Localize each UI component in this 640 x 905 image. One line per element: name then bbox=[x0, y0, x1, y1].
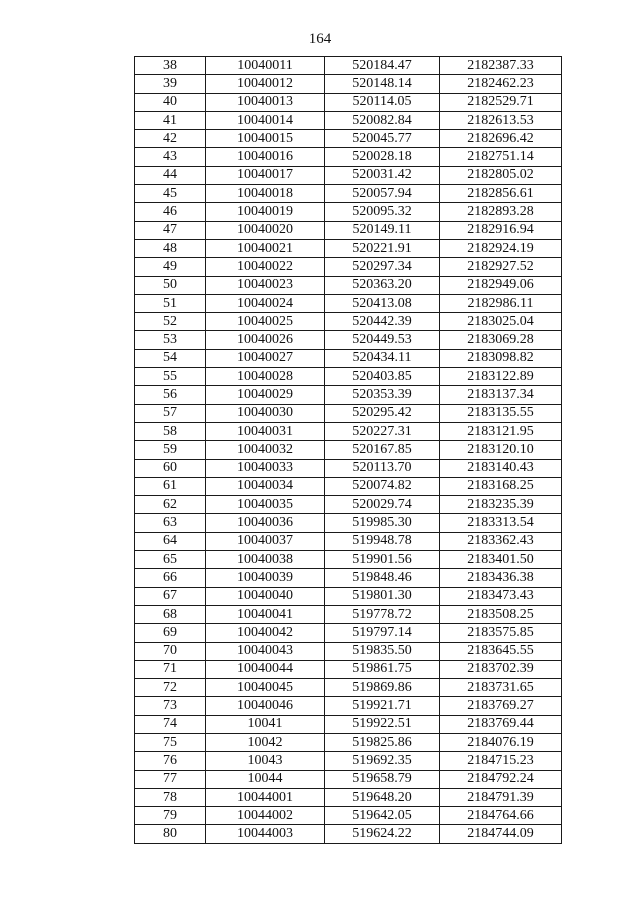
table-row bbox=[135, 459, 562, 477]
row-index-cell: 45 bbox=[135, 185, 206, 203]
y-coordinate-cell: 2182387.33 bbox=[440, 57, 562, 75]
y-coordinate-cell: 2183313.54 bbox=[440, 514, 562, 532]
y-coordinate-cell: 2183731.65 bbox=[440, 679, 562, 697]
x-coordinate-cell: 519948.78 bbox=[325, 532, 440, 550]
row-index-cell: 70 bbox=[135, 642, 206, 660]
row-index-cell: 52 bbox=[135, 313, 206, 331]
point-id-cell: 10040037 bbox=[206, 532, 325, 550]
row-index-cell: 65 bbox=[135, 551, 206, 569]
table-row bbox=[135, 93, 562, 111]
x-coordinate-cell: 520029.74 bbox=[325, 496, 440, 514]
row-index-cell: 43 bbox=[135, 148, 206, 166]
x-coordinate-cell: 520095.32 bbox=[325, 203, 440, 221]
point-id-cell: 10040032 bbox=[206, 441, 325, 459]
table-row bbox=[135, 404, 562, 422]
row-index-cell: 49 bbox=[135, 258, 206, 276]
row-index-cell: 62 bbox=[135, 496, 206, 514]
point-id-cell: 10040038 bbox=[206, 551, 325, 569]
point-id-cell: 10040019 bbox=[206, 203, 325, 221]
table-row bbox=[135, 349, 562, 367]
table-row bbox=[135, 679, 562, 697]
point-id-cell: 10040033 bbox=[206, 459, 325, 477]
row-index-cell: 64 bbox=[135, 532, 206, 550]
row-index-cell: 80 bbox=[135, 825, 206, 843]
table-row bbox=[135, 331, 562, 349]
y-coordinate-cell: 2183235.39 bbox=[440, 496, 562, 514]
y-coordinate-cell: 2184764.66 bbox=[440, 807, 562, 825]
point-id-cell: 10040036 bbox=[206, 514, 325, 532]
table-row bbox=[135, 569, 562, 587]
row-index-cell: 77 bbox=[135, 770, 206, 788]
y-coordinate-cell: 2183069.28 bbox=[440, 331, 562, 349]
x-coordinate-cell: 520114.05 bbox=[325, 93, 440, 111]
point-id-cell: 10040021 bbox=[206, 239, 325, 257]
row-index-cell: 78 bbox=[135, 788, 206, 806]
point-id-cell: 10040012 bbox=[206, 75, 325, 93]
point-id-cell: 10044 bbox=[206, 770, 325, 788]
row-index-cell: 63 bbox=[135, 514, 206, 532]
table-row bbox=[135, 715, 562, 733]
x-coordinate-cell: 520227.31 bbox=[325, 422, 440, 440]
x-coordinate-cell: 520031.42 bbox=[325, 166, 440, 184]
x-coordinate-cell: 519648.20 bbox=[325, 788, 440, 806]
row-index-cell: 54 bbox=[135, 349, 206, 367]
y-coordinate-cell: 2184791.39 bbox=[440, 788, 562, 806]
point-id-cell: 10040013 bbox=[206, 93, 325, 111]
point-id-cell: 10041 bbox=[206, 715, 325, 733]
table-row bbox=[135, 294, 562, 312]
row-index-cell: 48 bbox=[135, 239, 206, 257]
x-coordinate-cell: 519778.72 bbox=[325, 605, 440, 623]
y-coordinate-cell: 2183098.82 bbox=[440, 349, 562, 367]
row-index-cell: 57 bbox=[135, 404, 206, 422]
table-row bbox=[135, 313, 562, 331]
point-id-cell: 10040017 bbox=[206, 166, 325, 184]
row-index-cell: 51 bbox=[135, 294, 206, 312]
point-id-cell: 10040020 bbox=[206, 221, 325, 239]
table-row bbox=[135, 75, 562, 93]
x-coordinate-cell: 520434.11 bbox=[325, 349, 440, 367]
point-id-cell: 10040039 bbox=[206, 569, 325, 587]
point-id-cell: 10044003 bbox=[206, 825, 325, 843]
x-coordinate-cell: 520363.20 bbox=[325, 276, 440, 294]
row-index-cell: 50 bbox=[135, 276, 206, 294]
y-coordinate-cell: 2183645.55 bbox=[440, 642, 562, 660]
point-id-cell: 10040027 bbox=[206, 349, 325, 367]
point-id-cell: 10040041 bbox=[206, 605, 325, 623]
table-row bbox=[135, 660, 562, 678]
point-id-cell: 10040043 bbox=[206, 642, 325, 660]
point-id-cell: 10040031 bbox=[206, 422, 325, 440]
x-coordinate-cell: 520184.47 bbox=[325, 57, 440, 75]
x-coordinate-cell: 519922.51 bbox=[325, 715, 440, 733]
row-index-cell: 55 bbox=[135, 368, 206, 386]
coordinates-table-body bbox=[135, 57, 562, 844]
table-row bbox=[135, 166, 562, 184]
row-index-cell: 60 bbox=[135, 459, 206, 477]
x-coordinate-cell: 520113.70 bbox=[325, 459, 440, 477]
table-row bbox=[135, 532, 562, 550]
table-row bbox=[135, 258, 562, 276]
row-index-cell: 58 bbox=[135, 422, 206, 440]
y-coordinate-cell: 2183168.25 bbox=[440, 477, 562, 495]
y-coordinate-cell: 2182924.19 bbox=[440, 239, 562, 257]
x-coordinate-cell: 519642.05 bbox=[325, 807, 440, 825]
table-row bbox=[135, 752, 562, 770]
table-row bbox=[135, 386, 562, 404]
table-row bbox=[135, 239, 562, 257]
table-row bbox=[135, 130, 562, 148]
row-index-cell: 46 bbox=[135, 203, 206, 221]
x-coordinate-cell: 520149.11 bbox=[325, 221, 440, 239]
x-coordinate-cell: 519797.14 bbox=[325, 624, 440, 642]
row-index-cell: 61 bbox=[135, 477, 206, 495]
point-id-cell: 10040024 bbox=[206, 294, 325, 312]
y-coordinate-cell: 2182529.71 bbox=[440, 93, 562, 111]
y-coordinate-cell: 2183135.55 bbox=[440, 404, 562, 422]
point-id-cell: 10040026 bbox=[206, 331, 325, 349]
x-coordinate-cell: 519861.75 bbox=[325, 660, 440, 678]
row-index-cell: 47 bbox=[135, 221, 206, 239]
y-coordinate-cell: 2182696.42 bbox=[440, 130, 562, 148]
row-index-cell: 75 bbox=[135, 733, 206, 751]
table-row bbox=[135, 276, 562, 294]
row-index-cell: 68 bbox=[135, 605, 206, 623]
point-id-cell: 10040046 bbox=[206, 697, 325, 715]
x-coordinate-cell: 520442.39 bbox=[325, 313, 440, 331]
table-row bbox=[135, 368, 562, 386]
x-coordinate-cell: 519658.79 bbox=[325, 770, 440, 788]
row-index-cell: 40 bbox=[135, 93, 206, 111]
point-id-cell: 10044001 bbox=[206, 788, 325, 806]
y-coordinate-cell: 2182805.02 bbox=[440, 166, 562, 184]
y-coordinate-cell: 2183769.27 bbox=[440, 697, 562, 715]
y-coordinate-cell: 2183137.34 bbox=[440, 386, 562, 404]
y-coordinate-cell: 2184744.09 bbox=[440, 825, 562, 843]
x-coordinate-cell: 520295.42 bbox=[325, 404, 440, 422]
row-index-cell: 44 bbox=[135, 166, 206, 184]
x-coordinate-cell: 519835.50 bbox=[325, 642, 440, 660]
y-coordinate-cell: 2183769.44 bbox=[440, 715, 562, 733]
point-id-cell: 10040034 bbox=[206, 477, 325, 495]
table-row bbox=[135, 642, 562, 660]
x-coordinate-cell: 519869.86 bbox=[325, 679, 440, 697]
y-coordinate-cell: 2183120.10 bbox=[440, 441, 562, 459]
x-coordinate-cell: 520028.18 bbox=[325, 148, 440, 166]
x-coordinate-cell: 520148.14 bbox=[325, 75, 440, 93]
table-row bbox=[135, 624, 562, 642]
table-row bbox=[135, 185, 562, 203]
y-coordinate-cell: 2182927.52 bbox=[440, 258, 562, 276]
y-coordinate-cell: 2182916.94 bbox=[440, 221, 562, 239]
table-row bbox=[135, 733, 562, 751]
row-index-cell: 42 bbox=[135, 130, 206, 148]
point-id-cell: 10040035 bbox=[206, 496, 325, 514]
coordinates-table bbox=[134, 56, 562, 844]
point-id-cell: 10044002 bbox=[206, 807, 325, 825]
x-coordinate-cell: 520403.85 bbox=[325, 368, 440, 386]
y-coordinate-cell: 2183473.43 bbox=[440, 587, 562, 605]
y-coordinate-cell: 2182986.11 bbox=[440, 294, 562, 312]
point-id-cell: 10040011 bbox=[206, 57, 325, 75]
row-index-cell: 66 bbox=[135, 569, 206, 587]
table-row bbox=[135, 221, 562, 239]
point-id-cell: 10040018 bbox=[206, 185, 325, 203]
row-index-cell: 76 bbox=[135, 752, 206, 770]
point-id-cell: 10040030 bbox=[206, 404, 325, 422]
row-index-cell: 59 bbox=[135, 441, 206, 459]
row-index-cell: 38 bbox=[135, 57, 206, 75]
y-coordinate-cell: 2182613.53 bbox=[440, 111, 562, 129]
x-coordinate-cell: 520221.91 bbox=[325, 239, 440, 257]
y-coordinate-cell: 2183025.04 bbox=[440, 313, 562, 331]
x-coordinate-cell: 520074.82 bbox=[325, 477, 440, 495]
table-row bbox=[135, 551, 562, 569]
table-row bbox=[135, 825, 562, 843]
row-index-cell: 41 bbox=[135, 111, 206, 129]
row-index-cell: 71 bbox=[135, 660, 206, 678]
y-coordinate-cell: 2182893.28 bbox=[440, 203, 562, 221]
x-coordinate-cell: 519624.22 bbox=[325, 825, 440, 843]
table-row bbox=[135, 57, 562, 75]
row-index-cell: 72 bbox=[135, 679, 206, 697]
table-row bbox=[135, 111, 562, 129]
row-index-cell: 74 bbox=[135, 715, 206, 733]
y-coordinate-cell: 2183140.43 bbox=[440, 459, 562, 477]
table-row bbox=[135, 587, 562, 605]
row-index-cell: 69 bbox=[135, 624, 206, 642]
x-coordinate-cell: 520167.85 bbox=[325, 441, 440, 459]
table-row bbox=[135, 441, 562, 459]
point-id-cell: 10042 bbox=[206, 733, 325, 751]
y-coordinate-cell: 2184076.19 bbox=[440, 733, 562, 751]
y-coordinate-cell: 2183702.39 bbox=[440, 660, 562, 678]
table-row bbox=[135, 605, 562, 623]
y-coordinate-cell: 2182462.23 bbox=[440, 75, 562, 93]
table-row bbox=[135, 807, 562, 825]
table-row bbox=[135, 477, 562, 495]
table-row bbox=[135, 514, 562, 532]
y-coordinate-cell: 2184715.23 bbox=[440, 752, 562, 770]
point-id-cell: 10040014 bbox=[206, 111, 325, 129]
x-coordinate-cell: 520297.34 bbox=[325, 258, 440, 276]
x-coordinate-cell: 520449.53 bbox=[325, 331, 440, 349]
y-coordinate-cell: 2182856.61 bbox=[440, 185, 562, 203]
row-index-cell: 73 bbox=[135, 697, 206, 715]
point-id-cell: 10040023 bbox=[206, 276, 325, 294]
y-coordinate-cell: 2183122.89 bbox=[440, 368, 562, 386]
x-coordinate-cell: 520413.08 bbox=[325, 294, 440, 312]
point-id-cell: 10040015 bbox=[206, 130, 325, 148]
y-coordinate-cell: 2183401.50 bbox=[440, 551, 562, 569]
y-coordinate-cell: 2184792.24 bbox=[440, 770, 562, 788]
row-index-cell: 39 bbox=[135, 75, 206, 93]
y-coordinate-cell: 2183575.85 bbox=[440, 624, 562, 642]
x-coordinate-cell: 519848.46 bbox=[325, 569, 440, 587]
table-row bbox=[135, 422, 562, 440]
table-row bbox=[135, 496, 562, 514]
row-index-cell: 53 bbox=[135, 331, 206, 349]
x-coordinate-cell: 519825.86 bbox=[325, 733, 440, 751]
point-id-cell: 10043 bbox=[206, 752, 325, 770]
table-row bbox=[135, 788, 562, 806]
y-coordinate-cell: 2182751.14 bbox=[440, 148, 562, 166]
row-index-cell: 67 bbox=[135, 587, 206, 605]
y-coordinate-cell: 2183362.43 bbox=[440, 532, 562, 550]
x-coordinate-cell: 519901.56 bbox=[325, 551, 440, 569]
y-coordinate-cell: 2183121.95 bbox=[440, 422, 562, 440]
x-coordinate-cell: 520082.84 bbox=[325, 111, 440, 129]
row-index-cell: 56 bbox=[135, 386, 206, 404]
point-id-cell: 10040029 bbox=[206, 386, 325, 404]
x-coordinate-cell: 520057.94 bbox=[325, 185, 440, 203]
point-id-cell: 10040028 bbox=[206, 368, 325, 386]
table-row bbox=[135, 203, 562, 221]
x-coordinate-cell: 520045.77 bbox=[325, 130, 440, 148]
point-id-cell: 10040025 bbox=[206, 313, 325, 331]
point-id-cell: 10040042 bbox=[206, 624, 325, 642]
point-id-cell: 10040016 bbox=[206, 148, 325, 166]
x-coordinate-cell: 519801.30 bbox=[325, 587, 440, 605]
point-id-cell: 10040022 bbox=[206, 258, 325, 276]
page-number: 164 bbox=[308, 31, 332, 47]
y-coordinate-cell: 2183508.25 bbox=[440, 605, 562, 623]
y-coordinate-cell: 2183436.38 bbox=[440, 569, 562, 587]
table-row bbox=[135, 148, 562, 166]
x-coordinate-cell: 519985.30 bbox=[325, 514, 440, 532]
table-row bbox=[135, 770, 562, 788]
y-coordinate-cell: 2182949.06 bbox=[440, 276, 562, 294]
point-id-cell: 10040045 bbox=[206, 679, 325, 697]
x-coordinate-cell: 520353.39 bbox=[325, 386, 440, 404]
x-coordinate-cell: 519921.71 bbox=[325, 697, 440, 715]
point-id-cell: 10040044 bbox=[206, 660, 325, 678]
x-coordinate-cell: 519692.35 bbox=[325, 752, 440, 770]
row-index-cell: 79 bbox=[135, 807, 206, 825]
point-id-cell: 10040040 bbox=[206, 587, 325, 605]
table-row bbox=[135, 697, 562, 715]
